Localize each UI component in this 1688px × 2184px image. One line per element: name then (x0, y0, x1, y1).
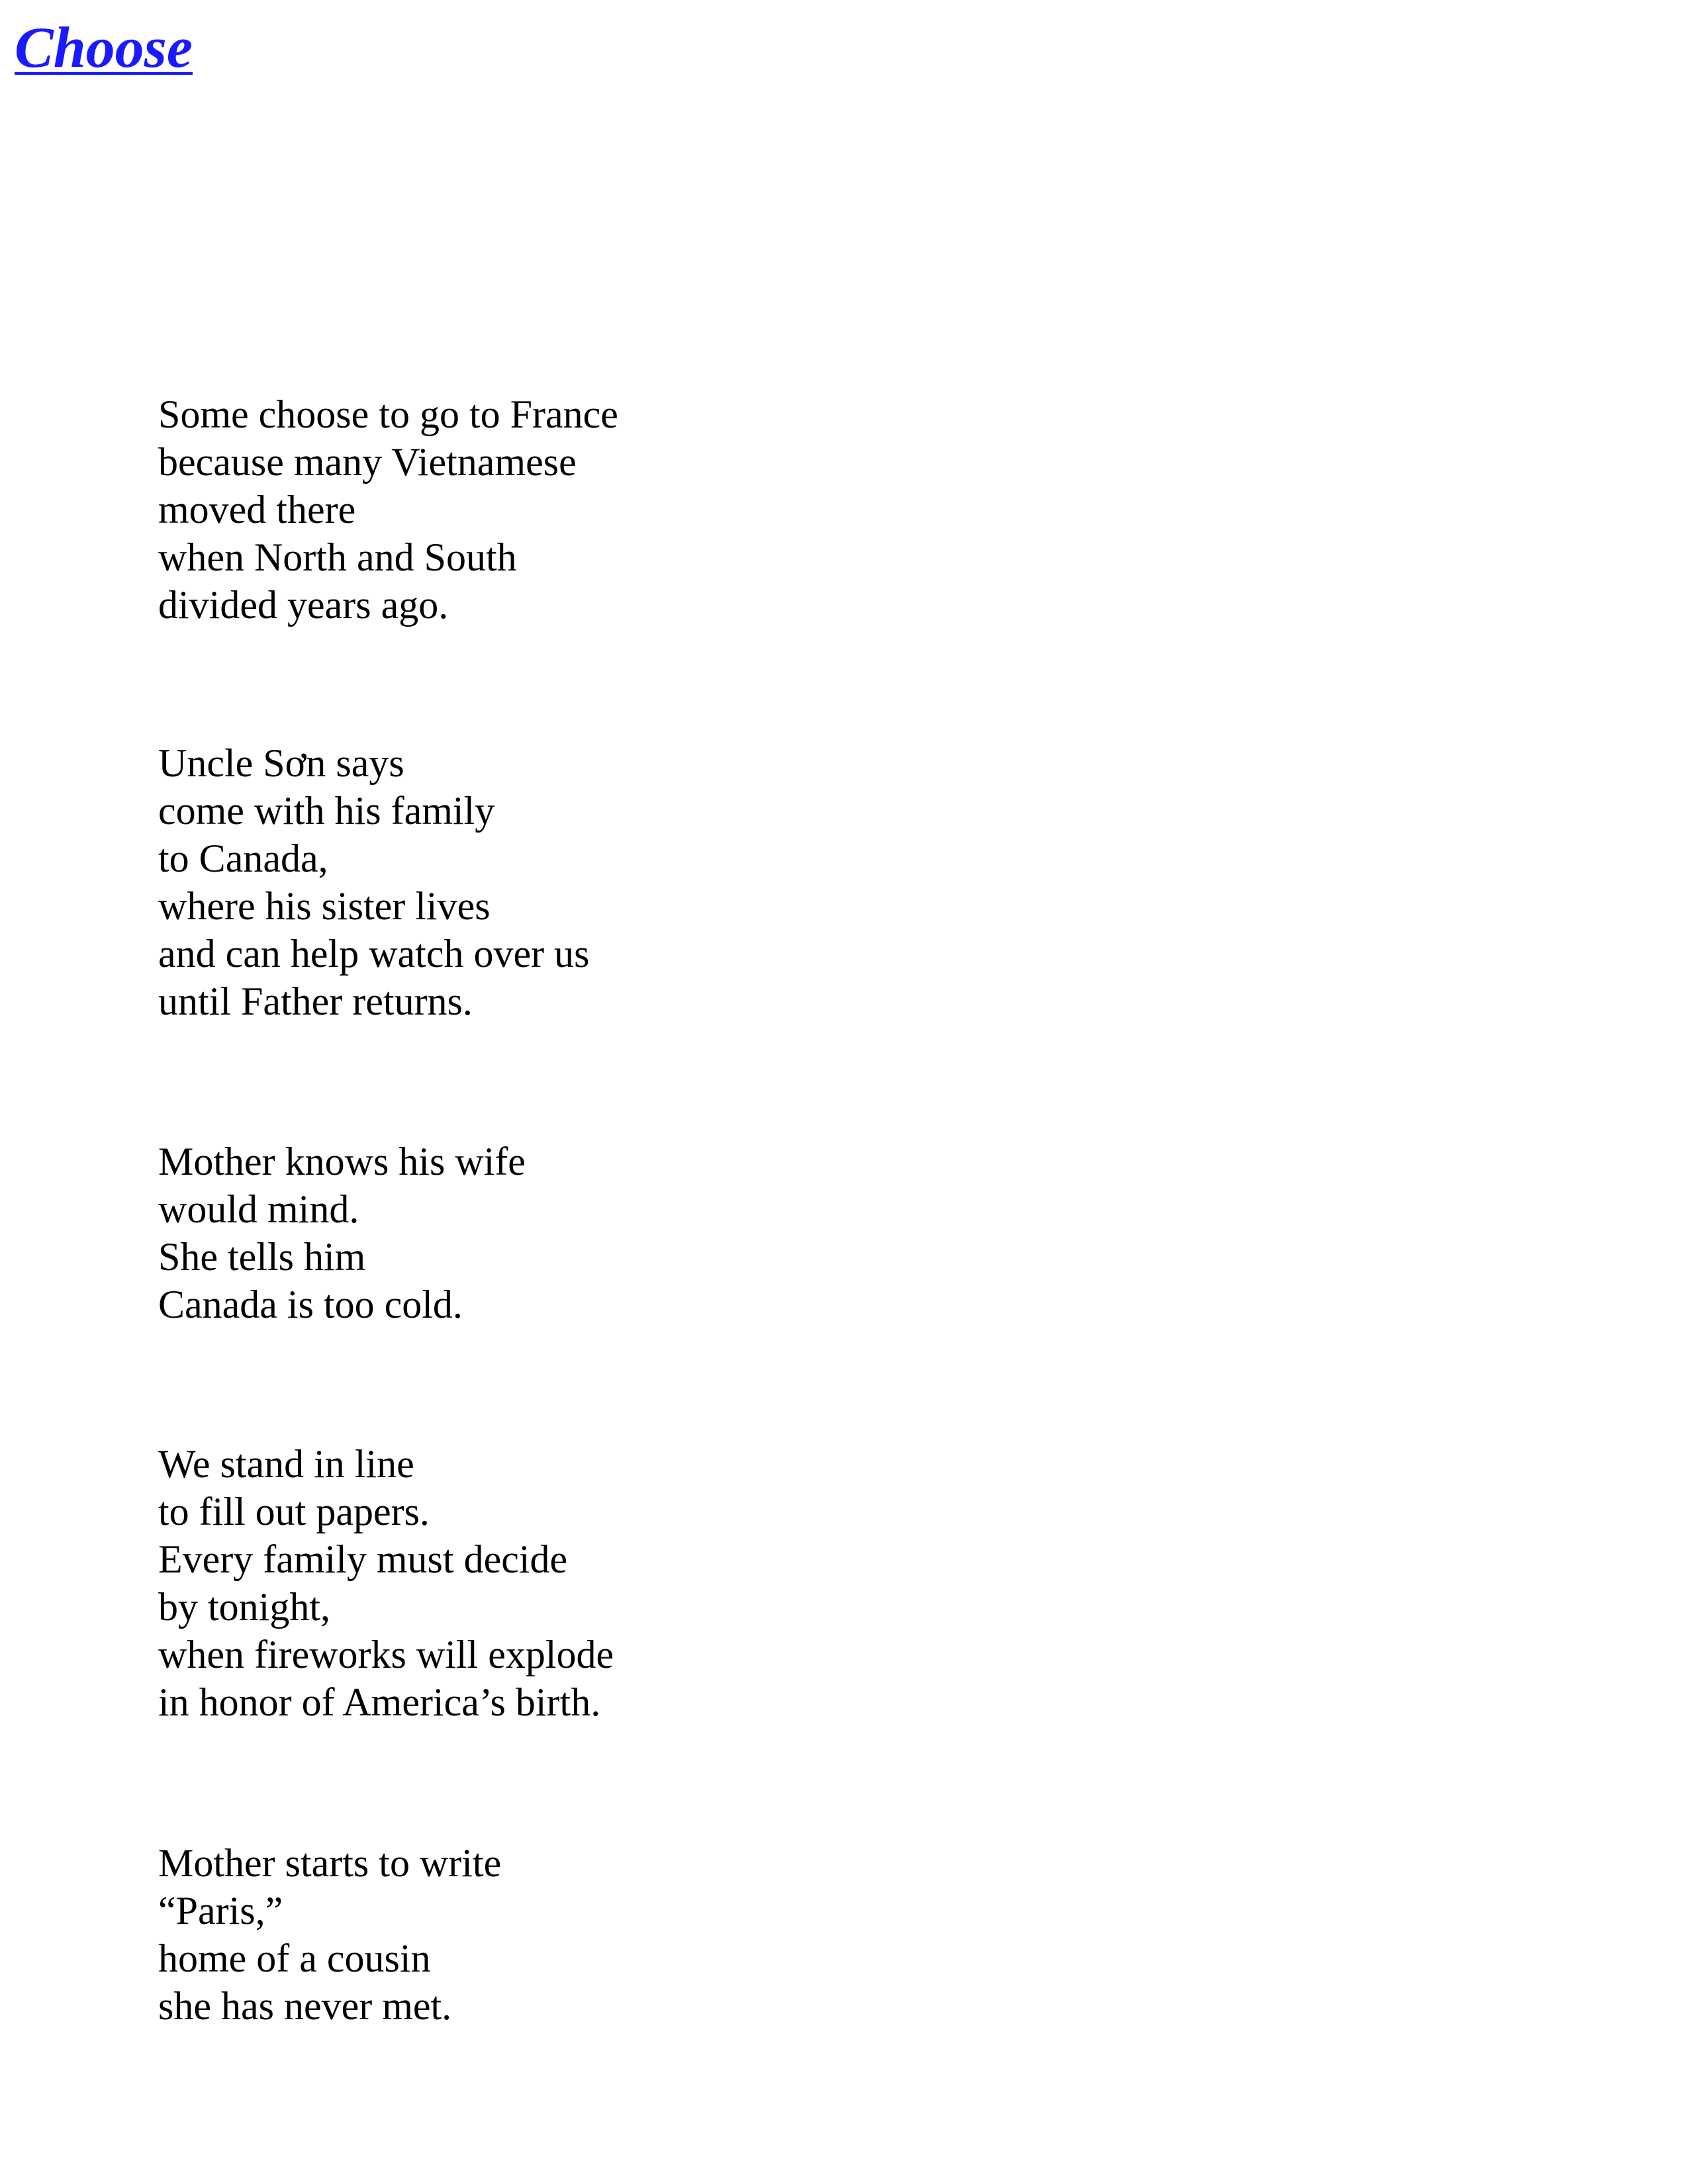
poem-line: to Canada, (158, 837, 328, 880)
poem-line: to fill out papers. (158, 1490, 430, 1533)
poem-line: Mother knows his wife (158, 1140, 526, 1183)
poem-line: would mind. (158, 1187, 359, 1231)
stanza-3 (158, 1138, 886, 1328)
poem-line: when North and South (158, 535, 517, 579)
poem-line: she has never met. (158, 1984, 452, 2028)
poem-line: Some choose to go to France (158, 392, 618, 436)
poem-line: in honor of America’s birth. (158, 1680, 601, 1724)
poem-line: moved there (158, 488, 356, 531)
poem-line: by tonight, (158, 1585, 331, 1629)
poem-line: divided years ago. (158, 583, 449, 627)
stanza-2 (158, 739, 886, 1025)
page-title (15, 12, 193, 85)
stanza-4 (158, 1440, 886, 1726)
poem-line: because many Vietnamese (158, 440, 577, 484)
stanza-5 (158, 1839, 886, 2030)
poem-line: come with his family (158, 789, 495, 833)
poem-line: Every family must decide (158, 1537, 568, 1581)
poem-line: home of a cousin (158, 1936, 431, 1980)
poem-line: She tells him (158, 1235, 366, 1279)
poem-line: Mother starts to write (158, 1841, 502, 1885)
poem-line: until Father returns. (158, 979, 473, 1023)
poem-line: “Paris,” (158, 1889, 283, 1933)
poem-line: and can help watch over us (158, 932, 590, 976)
poem-line: We stand in line (158, 1442, 414, 1486)
poem-line: when fireworks will explode (158, 1633, 614, 1676)
poem-line: Canada is too cold. (158, 1283, 463, 1326)
poem-line: Uncle Sơn says (158, 741, 404, 785)
title-link[interactable]: Choose (15, 16, 193, 80)
stanza-1 (158, 390, 886, 629)
poem-line: where his sister lives (158, 884, 491, 928)
